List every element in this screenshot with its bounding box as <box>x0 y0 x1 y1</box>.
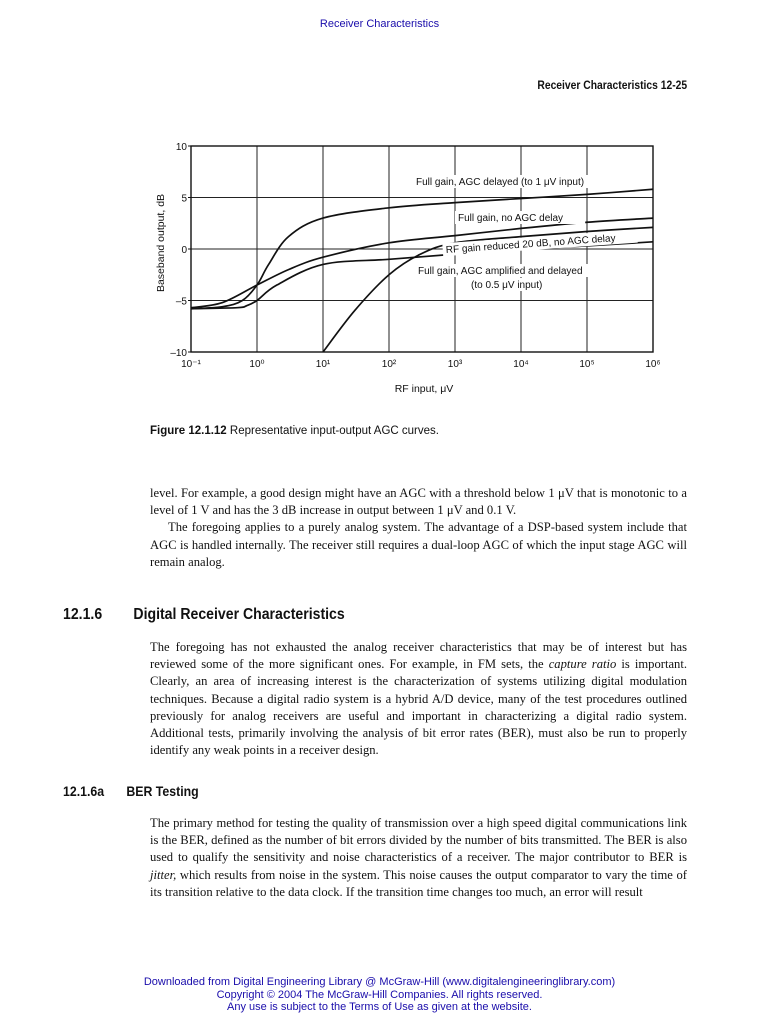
x-tick-label: 10³ <box>447 359 463 370</box>
y-tick-label: 0 <box>181 245 187 256</box>
x-tick-label: 10¹ <box>315 359 331 370</box>
x-tick-label: 10² <box>381 359 397 370</box>
paragraph-4 <box>150 815 687 901</box>
y-axis-label: Baseband output, dB <box>155 193 167 293</box>
x-tick-label: 10⁴ <box>513 359 529 370</box>
annotation-text: (to 0.5 μV input) <box>471 280 543 291</box>
page-footer <box>0 976 759 1014</box>
body-paragraph-4 <box>150 815 687 901</box>
figure-caption <box>150 425 439 437</box>
body-paragraph-1 <box>150 485 687 571</box>
y-tick-label: 10 <box>175 142 187 153</box>
running-head: Receiver Characteristics 12-25 <box>537 78 687 92</box>
agc-chart <box>150 136 690 398</box>
subsection-heading <box>63 783 199 799</box>
section-heading <box>63 606 345 624</box>
footer-download-link[interactable]: Downloaded from Digital Engineering Library @ McGraw-Hill (www.digitalengineeringlibrary.com) <box>143 976 616 988</box>
section-title: Digital Receiver Characteristics <box>133 606 345 623</box>
footer-terms[interactable]: Any use is subject to the Terms of Use as given at the website. <box>227 1001 532 1013</box>
paragraph-3-a: The foregoing has not exhausted the analog receiver characteristics that may be of interest but has reviewed some of the more significant ones. For example, in FM sets, the <box>150 640 687 672</box>
x-tick-label: 10⁰ <box>249 359 265 370</box>
subsection-title: BER Testing <box>126 783 199 799</box>
paragraph-3-b: is important. Clearly, an area of increasing interest is the characterization of systems utilizing digital modulation techniques. Because a digital radio system is a hybrid A/D device, many of the test procedures outlined previously for analog receivers are useful and important in characterizing a digital radio system. Additional tests, primarily involving the analysis of bit error rates (BER), must also be run to properly identify any weak points in a receiver design. <box>150 657 687 758</box>
paragraph-1: level. For example, a good design might have an AGC with a threshold below 1 μV that is monotonic to a level of 1 V and has the 3 dB increase in output between 1 μV and 0.1 V. <box>150 486 687 518</box>
paragraph-2: The foregoing applies to a purely analog system. The advantage of a DSP-based system include that AGC is handled internally. The receiver still requires a dual-loop AGC of which the input stage AGC will remain analog. <box>150 520 687 569</box>
x-tick-label: 10⁻¹ <box>181 359 201 370</box>
annotation-text: Full gain, no AGC delay <box>458 213 564 224</box>
x-tick-label: 10⁵ <box>579 359 595 370</box>
figure-label: Figure 12.1.12 <box>150 425 227 437</box>
footer-copyright: Copyright © 2004 The McGraw-Hill Companies. All rights reserved. <box>216 988 543 1001</box>
x-tick-label: 10⁶ <box>645 359 661 370</box>
annotation-text: Full gain, AGC delayed (to 1 μV input) <box>416 177 585 188</box>
paragraph-3-emphasis: capture ratio <box>548 657 617 672</box>
paragraph-4-emphasis: jitter, <box>150 867 177 882</box>
y-tick-label: –5 <box>175 296 187 308</box>
x-axis-label: RF input, μV <box>394 383 454 395</box>
figure-caption-text: Representative input-output AGC curves. <box>229 425 439 437</box>
annotation-text: Full gain, AGC amplified and delayed <box>418 266 583 277</box>
subsection-number: 12.1.6a <box>63 783 105 799</box>
annotation-text: RF gain reduced 20 dB, no AGC delay <box>445 233 616 256</box>
paragraph-4-b: which results from noise in the system. This noise causes the output comparator to vary the time of its transition relative to the data clock. If the transition time changes too much, an error will result <box>150 867 687 899</box>
y-tick-label: 5 <box>181 193 187 205</box>
y-tick-label: –10 <box>170 348 187 359</box>
top-link[interactable]: Receiver Characteristics <box>319 18 440 30</box>
paragraph-4-a: The primary method for testing the quality of transmission over a high speed digital communications link is the BER, defined as the number of bit errors divided by the number of bits transmitted. The BER is also used to qualify the sensitivity and noise characteristics of a receiver. The major contributor to BER is <box>150 816 687 865</box>
section-number: 12.1.6 <box>63 606 103 623</box>
body-paragraph-3 <box>150 639 687 759</box>
paragraph-3 <box>150 639 687 759</box>
